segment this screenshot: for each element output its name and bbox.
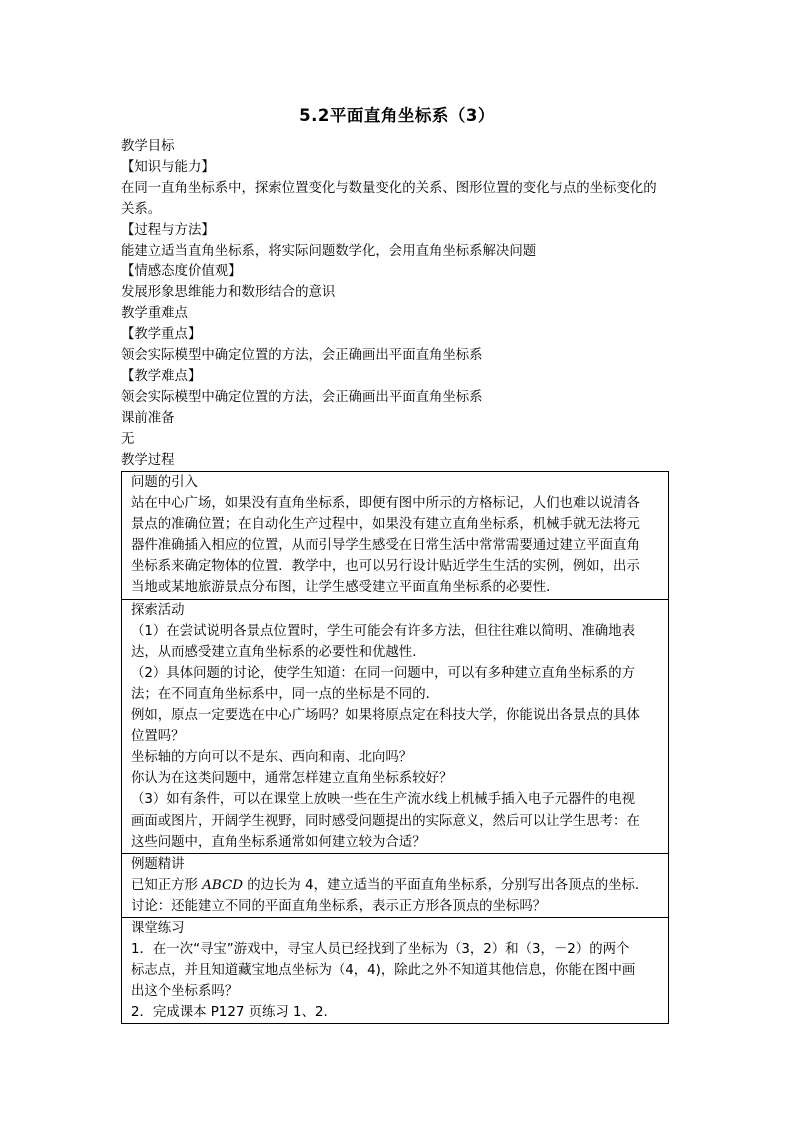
text-line: 你认为在这类问题中，通常怎样建立直角坐标系较好？ [131, 771, 453, 787]
text-line: （1）在尝试说明各景点位置时，学生可能会有许多方法，但往往难以简明、准确地表 [131, 623, 635, 639]
text-line: 坐标系来确定物体的位置．教学中，也可以另行设计贴近学生生活的实例，例如，出示 [131, 559, 640, 575]
text-line: 坐标轴的方向可以不是东、西向和南、北向吗？ [131, 750, 413, 766]
page-title: 5.2平面直角坐标系（3） [299, 106, 495, 125]
section-practice [122, 917, 668, 1023]
section-heading-objectives: 教学目标 [121, 139, 175, 154]
text-line: 2．完成课本 P127 页练习 1、2. [131, 1005, 328, 1021]
text-line: 站在中心广场，如果没有直角坐标系，即便有图中所示的方格标记，人们也难以说清各 [131, 496, 640, 512]
section-heading: 探索活动 [131, 602, 185, 618]
text-line: 1．在一次“寻宝”游戏中，寻宝人员已经找到了坐标为（3，2）和（3，－2）的两个 [131, 942, 630, 958]
text-line: 景点的准确位置；在自动化生产过程中，如果没有建立直角坐标系，机械手就无法将元 [131, 517, 640, 533]
text-line: 无 [121, 431, 135, 447]
subheading-process-method: 【过程与方法】 [121, 222, 215, 238]
square-name: ABCD [202, 877, 243, 893]
subheading-attitude-values: 【情感态度价值观】 [121, 264, 242, 280]
lesson-plan-body [121, 137, 681, 472]
text-line: 标志点，并且知道藏宝地点坐标为（4，4)，除此之外不知道其他信息，你能在图中画 [131, 963, 636, 979]
section-heading-preparation: 课前准备 [121, 410, 175, 426]
text-line: 画面或图片，开阔学生视野，同时感受问题提出的实际意义，然后可以让学生思考：在 [131, 813, 640, 829]
text-line: 出这个坐标系吗？ [131, 984, 239, 1000]
text-line: 讨论：还能建立不同的平面直角坐标系，表示正方形各顶点的坐标吗？ [131, 898, 547, 914]
text-line: 位置吗？ [131, 729, 185, 745]
subheading-key-point: 【教学重点】 [121, 327, 202, 343]
text-line: 当地或某地旅游景点分布图，让学生感受建立平面直角坐标系的必要性． [131, 580, 560, 596]
section-heading-key-points: 教学重难点 [121, 306, 188, 322]
section-heading: 例题精讲 [131, 856, 185, 872]
section-intro [122, 472, 668, 599]
text-line: 发展形象思维能力和数形结合的意识 [121, 285, 336, 301]
subheading-difficulty: 【教学难点】 [121, 368, 202, 384]
section-heading: 问题的引入 [131, 475, 198, 490]
subheading-knowledge-ability: 【知识与能力】 [121, 159, 215, 175]
section-explore [122, 599, 668, 853]
text-line [122, 875, 668, 896]
text-line: 在同一直角坐标系中，探索位置变化与数量变化的关系、图形位置的变化与点的坐标变化的 [121, 180, 657, 196]
text-fragment: 已知正方形 [131, 877, 203, 893]
text-line: 例如，原点一定要选在中心广场吗？如果将原点定在科技大学，你能说出各景点的具体 [131, 708, 640, 724]
text-line: 法；在不同直角坐标系中，同一点的坐标是不同的． [131, 686, 439, 702]
text-line: 领会实际模型中确定位置的方法，会正确画出平面直角坐标系 [121, 348, 483, 364]
text-line: 器件准确插入相应的位置，从而引导学生感受在日常生活中常常需要通过建立平面直角 [131, 538, 640, 554]
teaching-process-table [121, 471, 669, 1024]
text-line: （3）如有条件，可以在课堂上放映一些在生产流水线上机械手插入电子元器件的电视 [131, 792, 635, 808]
section-heading: 课堂练习 [131, 920, 185, 936]
text-fragment: 的边长为 4，建立适当的平面直角坐标系，分别写出各顶点的坐标． [242, 877, 649, 893]
text-line: 这些问题中，直角坐标系通常如何建立较为合适？ [131, 834, 426, 850]
section-example [122, 853, 668, 917]
text-line: （2）具体问题的讨论，使学生知道：在同一问题中，可以有多种建立直角坐标系的方 [131, 665, 635, 681]
text-line: 关系。 [121, 201, 162, 217]
section-heading-process: 教学过程 [121, 452, 175, 468]
text-line: 能建立适当直角坐标系，将实际问题数学化，会用直角坐标系解决问题 [121, 243, 537, 259]
text-line: 达，从而感受建立直角坐标系的必要性和优越性． [131, 644, 426, 660]
text-line: 领会实际模型中确定位置的方法，会正确画出平面直角坐标系 [121, 389, 483, 405]
